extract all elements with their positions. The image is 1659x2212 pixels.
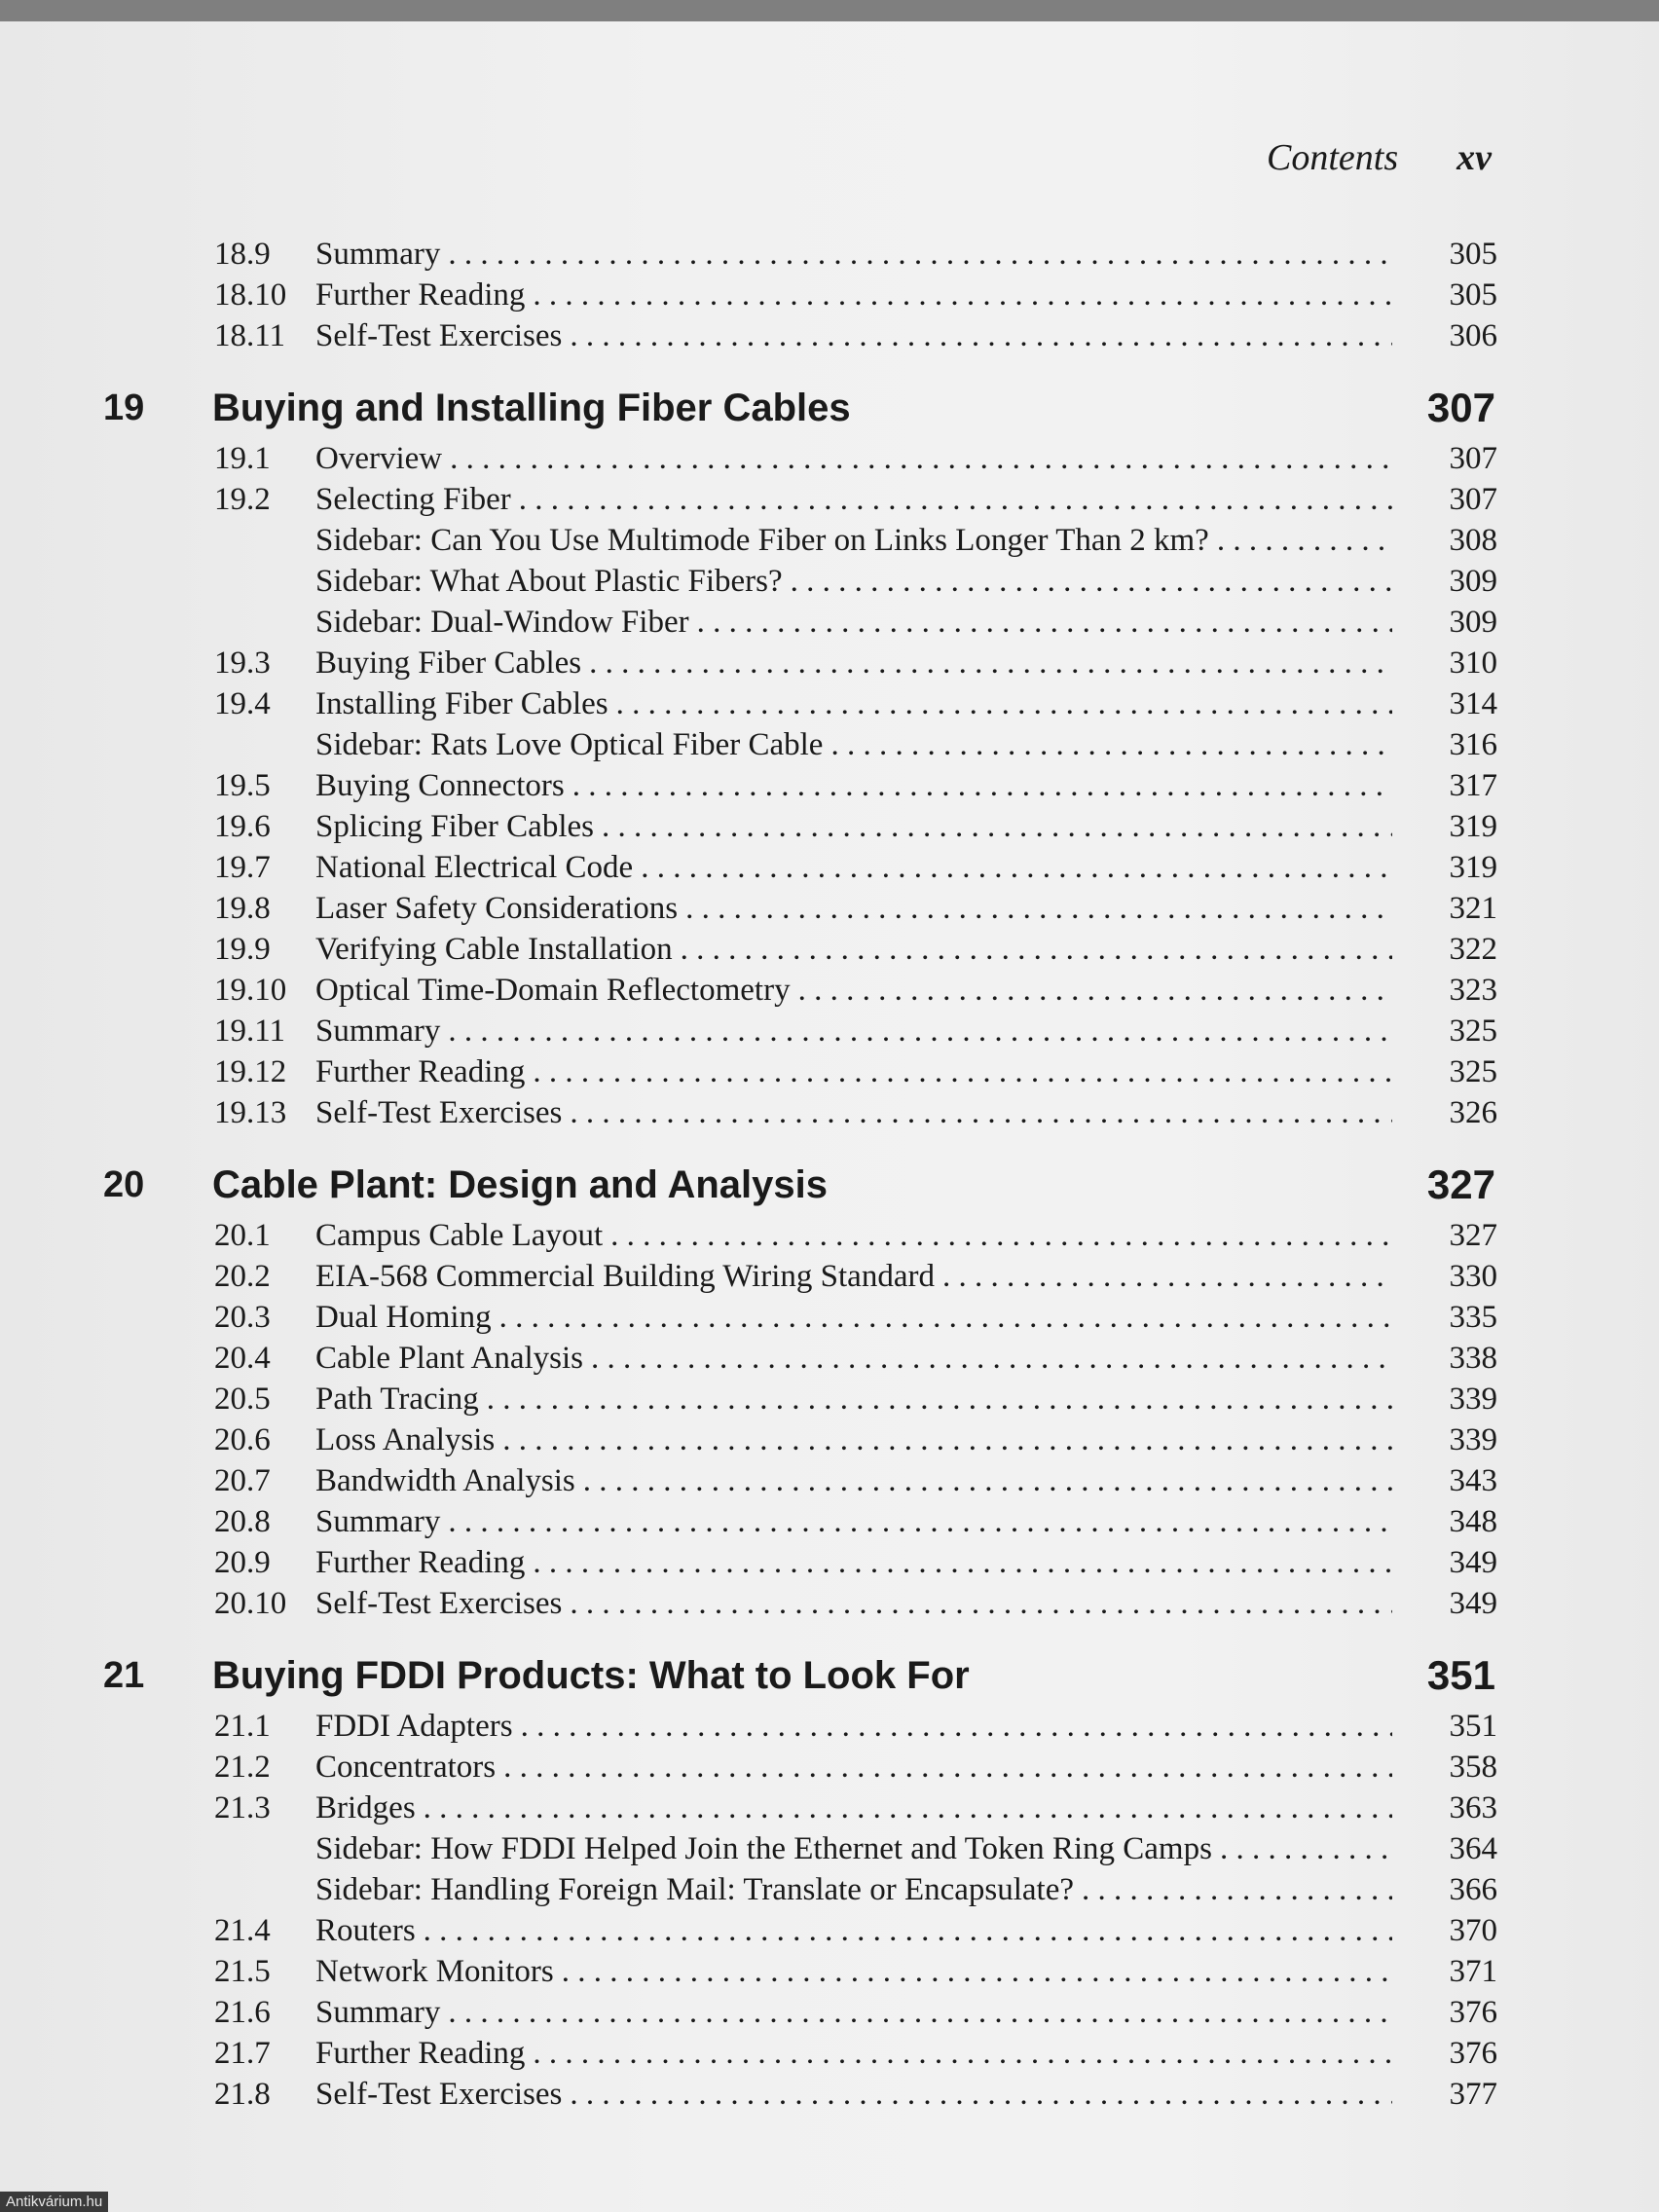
entry-page: 321 xyxy=(1449,891,1497,926)
entry-page: 317 xyxy=(1449,768,1497,803)
dot-leader xyxy=(570,1583,1392,1624)
entry-title-leader xyxy=(315,1501,1392,1542)
dot-leader xyxy=(570,2074,1392,2115)
dot-leader xyxy=(533,1051,1392,1092)
dot-leader xyxy=(533,275,1392,315)
entry-number: 21.4 xyxy=(214,1913,271,1948)
entry-title-leader xyxy=(315,643,1392,683)
toc-entry xyxy=(97,683,1499,724)
entry-title-leader xyxy=(315,1092,1392,1133)
running-head-title: Contents xyxy=(1267,137,1399,178)
entry-title-leader xyxy=(315,561,1392,602)
entry-page: 314 xyxy=(1449,686,1497,721)
entry-number: 19.6 xyxy=(214,809,271,844)
entry-title-leader xyxy=(315,1992,1392,2033)
entry-page: 377 xyxy=(1449,2077,1497,2112)
dot-leader xyxy=(424,1910,1392,1951)
chapter-heading xyxy=(97,1155,1499,1215)
entry-page: 348 xyxy=(1449,1504,1497,1539)
entry-page: 330 xyxy=(1449,1259,1497,1294)
toc-entry xyxy=(97,1256,1499,1297)
dot-leader xyxy=(424,1788,1392,1828)
entry-title-leader xyxy=(315,1297,1392,1338)
entry-title-leader xyxy=(315,520,1392,561)
dot-leader xyxy=(572,765,1392,806)
dot-leader xyxy=(448,234,1392,275)
entry-page: 309 xyxy=(1449,605,1497,640)
dot-leader xyxy=(681,929,1392,970)
dot-leader xyxy=(448,1011,1392,1051)
dot-leader xyxy=(610,1215,1392,1256)
entry-title-leader xyxy=(315,1828,1392,1869)
entry-number: 21.6 xyxy=(214,1995,271,2030)
toc-entry xyxy=(97,1910,1499,1951)
entry-title: Summary xyxy=(315,237,441,272)
dot-leader xyxy=(562,1951,1392,1992)
entry-number: 19.4 xyxy=(214,686,271,721)
entry-title-leader xyxy=(315,1256,1392,1297)
chapter-title: Cable Plant: Design and Analysis xyxy=(212,1163,829,1206)
entry-title: Further Reading xyxy=(315,2036,526,2071)
entry-title: Concentrators xyxy=(315,1750,497,1785)
toc-entry xyxy=(97,479,1499,520)
toc-entry xyxy=(97,1460,1499,1501)
entry-number: 20.3 xyxy=(214,1300,271,1335)
entry-title-leader xyxy=(315,1951,1392,1992)
entry-title: Overview xyxy=(315,441,443,476)
toc-entry xyxy=(97,1992,1499,2033)
entry-number: 20.2 xyxy=(214,1259,271,1294)
entry-page: 351 xyxy=(1449,1709,1497,1744)
entry-page: 335 xyxy=(1449,1300,1497,1335)
entry-title-leader xyxy=(315,1869,1392,1910)
entry-title-leader xyxy=(315,438,1392,479)
entry-title: Verifying Cable Installation xyxy=(315,932,673,967)
toc-entry xyxy=(97,970,1499,1011)
entry-number: 20.5 xyxy=(214,1382,271,1417)
dot-leader xyxy=(533,1542,1392,1583)
entry-title: Sidebar: Dual-Window Fiber xyxy=(315,605,689,640)
entry-number: 20.6 xyxy=(214,1422,271,1457)
entry-title: Self-Test Exercises xyxy=(315,318,563,353)
entry-title-leader xyxy=(315,1215,1392,1256)
entry-page: 327 xyxy=(1449,1218,1497,1253)
entry-title-leader xyxy=(315,602,1392,643)
toc-entry xyxy=(97,1747,1499,1788)
toc-sidebar-entry xyxy=(97,1828,1499,1869)
toc-entry xyxy=(97,1297,1499,1338)
dot-leader xyxy=(591,1338,1392,1379)
entry-page: 364 xyxy=(1449,1831,1497,1866)
entry-number: 19.7 xyxy=(214,850,271,885)
toc-entry xyxy=(97,765,1499,806)
entry-title-leader xyxy=(315,1460,1392,1501)
entry-title: Summary xyxy=(315,1995,441,2030)
dot-leader xyxy=(448,1992,1392,2033)
entry-page: 363 xyxy=(1449,1790,1497,1825)
dot-leader xyxy=(448,1501,1392,1542)
dot-leader xyxy=(570,315,1392,356)
entry-title-leader xyxy=(315,847,1392,888)
entry-title-leader xyxy=(315,806,1392,847)
chapter-heading xyxy=(97,1645,1499,1706)
entry-title: Sidebar: How FDDI Helped Join the Ethernet and Token Ring Camps xyxy=(315,1831,1212,1866)
entry-number: 21.7 xyxy=(214,2036,271,2071)
toc-entry xyxy=(97,315,1499,356)
entry-number: 19.3 xyxy=(214,645,271,681)
toc-entry xyxy=(97,888,1499,929)
dot-leader xyxy=(487,1379,1392,1419)
entry-title: Summary xyxy=(315,1014,441,1049)
entry-title-leader xyxy=(315,970,1392,1011)
entry-title: Sidebar: Handling Foreign Mail: Translate or Encapsulate? xyxy=(315,1872,1075,1907)
entry-title-leader xyxy=(315,888,1392,929)
toc-entry xyxy=(97,1092,1499,1133)
entry-title: National Electrical Code xyxy=(315,850,634,885)
chapter-page: 351 xyxy=(1426,1652,1495,1698)
entry-title: Summary xyxy=(315,1504,441,1539)
entry-title-leader xyxy=(315,1011,1392,1051)
entry-title: Bridges xyxy=(315,1790,416,1825)
page-top-edge xyxy=(0,0,1659,21)
entry-number: 18.9 xyxy=(214,237,271,272)
toc-entry xyxy=(97,806,1499,847)
entry-page: 306 xyxy=(1449,318,1497,353)
chapter-page: 307 xyxy=(1426,385,1495,430)
dot-leader xyxy=(502,1419,1392,1460)
entry-number: 19.13 xyxy=(214,1095,287,1130)
entry-title: Loss Analysis xyxy=(315,1422,496,1457)
entry-title: Sidebar: Rats Love Optical Fiber Cable xyxy=(315,727,824,762)
chapter-number: 21 xyxy=(103,1655,145,1696)
entry-page: 325 xyxy=(1449,1014,1497,1049)
entry-page: 323 xyxy=(1449,973,1497,1008)
chapter-number: 20 xyxy=(103,1164,145,1205)
toc-entry xyxy=(97,2074,1499,2115)
entry-page: 339 xyxy=(1449,1382,1497,1417)
dot-leader xyxy=(1082,1869,1392,1910)
watermark-stamp: Antikvárium.hu xyxy=(0,2192,108,2212)
entry-title-leader xyxy=(315,479,1392,520)
dot-leader xyxy=(570,1092,1392,1133)
entry-title-leader xyxy=(315,1910,1392,1951)
entry-title-leader xyxy=(315,1542,1392,1583)
entry-page: 376 xyxy=(1449,2036,1497,2071)
toc-entry xyxy=(97,1501,1499,1542)
entry-title: Network Monitors xyxy=(315,1954,554,1989)
entry-title: Further Reading xyxy=(315,277,526,313)
entry-title-leader xyxy=(315,1788,1392,1828)
entry-page: 376 xyxy=(1449,1995,1497,2030)
entry-title: Splicing Fiber Cables xyxy=(315,809,594,844)
dot-leader xyxy=(791,561,1392,602)
page-folio: xv xyxy=(1456,137,1492,178)
entry-title: Laser Safety Considerations xyxy=(315,891,679,926)
entry-number: 18.10 xyxy=(214,277,287,313)
entry-title: Routers xyxy=(315,1913,416,1948)
entry-page: 371 xyxy=(1449,1954,1497,1989)
entry-title: Further Reading xyxy=(315,1054,526,1089)
entry-number: 19.9 xyxy=(214,932,271,967)
toc-entry xyxy=(97,1051,1499,1092)
entry-title-leader xyxy=(315,1338,1392,1379)
entry-number: 20.10 xyxy=(214,1586,287,1621)
dot-leader xyxy=(450,438,1392,479)
toc-entry xyxy=(97,643,1499,683)
entry-title: Sidebar: What About Plastic Fibers? xyxy=(315,564,783,599)
entry-title: Buying Fiber Cables xyxy=(315,645,582,681)
entry-page: 325 xyxy=(1449,1054,1497,1089)
dot-leader xyxy=(798,970,1392,1011)
entry-page: 319 xyxy=(1449,850,1497,885)
entry-number: 19.2 xyxy=(214,482,271,517)
dot-leader xyxy=(1220,1828,1392,1869)
entry-page: 308 xyxy=(1449,523,1497,558)
chapter-number: 19 xyxy=(103,387,145,428)
dot-leader xyxy=(602,806,1392,847)
toc-sidebar-entry xyxy=(97,724,1499,765)
entry-page: 305 xyxy=(1449,237,1497,272)
entry-title-leader xyxy=(315,234,1392,275)
entry-number: 20.7 xyxy=(214,1463,271,1498)
entry-title-leader xyxy=(315,2074,1392,2115)
toc-entry xyxy=(97,1706,1499,1747)
entry-number: 19.1 xyxy=(214,441,271,476)
entry-title-leader xyxy=(315,929,1392,970)
entry-number: 21.3 xyxy=(214,1790,271,1825)
entry-title: Installing Fiber Cables xyxy=(315,686,608,721)
entry-title: Cable Plant Analysis xyxy=(315,1341,583,1376)
dot-leader xyxy=(589,643,1392,683)
entry-title: Campus Cable Layout xyxy=(315,1218,604,1253)
entry-number: 20.4 xyxy=(214,1341,271,1376)
toc-entry xyxy=(97,847,1499,888)
entry-title-leader xyxy=(315,2033,1392,2074)
entry-title-leader xyxy=(315,1419,1392,1460)
dot-leader xyxy=(697,602,1392,643)
entry-title: Dual Homing xyxy=(315,1300,492,1335)
entry-page: 307 xyxy=(1449,482,1497,517)
entry-page: 316 xyxy=(1449,727,1497,762)
entry-page: 338 xyxy=(1449,1341,1497,1376)
toc-entry xyxy=(97,1215,1499,1256)
dot-leader xyxy=(583,1460,1392,1501)
entry-number: 19.10 xyxy=(214,973,287,1008)
entry-title-leader xyxy=(315,765,1392,806)
toc-sidebar-entry xyxy=(97,561,1499,602)
dot-leader xyxy=(616,683,1392,724)
entry-title-leader xyxy=(315,275,1392,315)
entry-title: Bandwidth Analysis xyxy=(315,1463,575,1498)
entry-title-leader xyxy=(315,1706,1392,1747)
entry-number: 18.11 xyxy=(214,318,286,353)
entry-title: Selecting Fiber xyxy=(315,482,511,517)
entry-page: 358 xyxy=(1449,1750,1497,1785)
entry-number: 19.8 xyxy=(214,891,271,926)
entry-title: Self-Test Exercises xyxy=(315,2077,563,2112)
entry-page: 366 xyxy=(1449,1872,1497,1907)
dot-leader xyxy=(942,1256,1392,1297)
entry-title: FDDI Adapters xyxy=(315,1709,513,1744)
toc-entry xyxy=(97,2033,1499,2074)
toc-sidebar-entry xyxy=(97,520,1499,561)
toc-entry xyxy=(97,1788,1499,1828)
table-of-contents xyxy=(97,234,1499,2115)
toc-entry xyxy=(97,1011,1499,1051)
toc-entry xyxy=(97,275,1499,315)
entry-title: EIA-568 Commercial Building Wiring Standard xyxy=(315,1259,935,1294)
entry-number: 19.5 xyxy=(214,768,271,803)
toc-entry xyxy=(97,1419,1499,1460)
entry-number: 20.9 xyxy=(214,1545,271,1580)
dot-leader xyxy=(521,1706,1392,1747)
entry-page: 307 xyxy=(1449,441,1497,476)
toc-entry xyxy=(97,438,1499,479)
toc-sidebar-entry xyxy=(97,1869,1499,1910)
entry-page: 370 xyxy=(1449,1913,1497,1948)
entry-title: Buying Connectors xyxy=(315,768,565,803)
chapter-heading xyxy=(97,378,1499,438)
toc-entry xyxy=(97,1583,1499,1624)
dot-leader xyxy=(641,847,1392,888)
entry-title-leader xyxy=(315,683,1392,724)
toc-entry xyxy=(97,1542,1499,1583)
entry-title: Path Tracing xyxy=(315,1382,479,1417)
entry-title: Optical Time-Domain Reflectometry xyxy=(315,973,791,1008)
entry-title-leader xyxy=(315,315,1392,356)
entry-title: Further Reading xyxy=(315,1545,526,1580)
entry-number: 21.2 xyxy=(214,1750,271,1785)
entry-number: 21.1 xyxy=(214,1709,271,1744)
dot-leader xyxy=(685,888,1392,929)
entry-number: 19.11 xyxy=(214,1014,286,1049)
entry-title-leader xyxy=(315,1051,1392,1092)
dot-leader xyxy=(830,724,1392,765)
entry-page: 326 xyxy=(1449,1095,1497,1130)
entry-title-leader xyxy=(315,724,1392,765)
entry-page: 305 xyxy=(1449,277,1497,313)
entry-title-leader xyxy=(315,1583,1392,1624)
chapter-page: 327 xyxy=(1426,1161,1495,1207)
entry-page: 343 xyxy=(1449,1463,1497,1498)
entry-page: 339 xyxy=(1449,1422,1497,1457)
dot-leader xyxy=(519,479,1392,520)
toc-entry xyxy=(97,1951,1499,1992)
dot-leader xyxy=(1217,520,1392,561)
entry-number: 19.12 xyxy=(214,1054,287,1089)
running-head xyxy=(1267,136,1492,179)
entry-number: 21.8 xyxy=(214,2077,271,2112)
entry-page: 349 xyxy=(1449,1545,1497,1580)
entry-page: 319 xyxy=(1449,809,1497,844)
entry-page: 322 xyxy=(1449,932,1497,967)
entry-page: 309 xyxy=(1449,564,1497,599)
entry-page: 310 xyxy=(1449,645,1497,681)
entry-title-leader xyxy=(315,1379,1392,1419)
entry-title: Self-Test Exercises xyxy=(315,1095,563,1130)
entry-number: 20.8 xyxy=(214,1504,271,1539)
entry-title-leader xyxy=(315,1747,1392,1788)
toc-entry xyxy=(97,1338,1499,1379)
entry-number: 20.1 xyxy=(214,1218,271,1253)
toc-entry xyxy=(97,1379,1499,1419)
entry-number: 21.5 xyxy=(214,1954,271,1989)
chapter-title: Buying FDDI Products: What to Look For xyxy=(212,1654,970,1697)
entry-title: Sidebar: Can You Use Multimode Fiber on Links Longer Than 2 km? xyxy=(315,523,1209,558)
toc-entry xyxy=(97,234,1499,275)
toc-sidebar-entry xyxy=(97,602,1499,643)
dot-leader xyxy=(499,1297,1392,1338)
toc-entry xyxy=(97,929,1499,970)
entry-page: 349 xyxy=(1449,1586,1497,1621)
entry-title: Self-Test Exercises xyxy=(315,1586,563,1621)
dot-leader xyxy=(533,2033,1392,2074)
chapter-title: Buying and Installing Fiber Cables xyxy=(212,387,851,429)
dot-leader xyxy=(503,1747,1392,1788)
